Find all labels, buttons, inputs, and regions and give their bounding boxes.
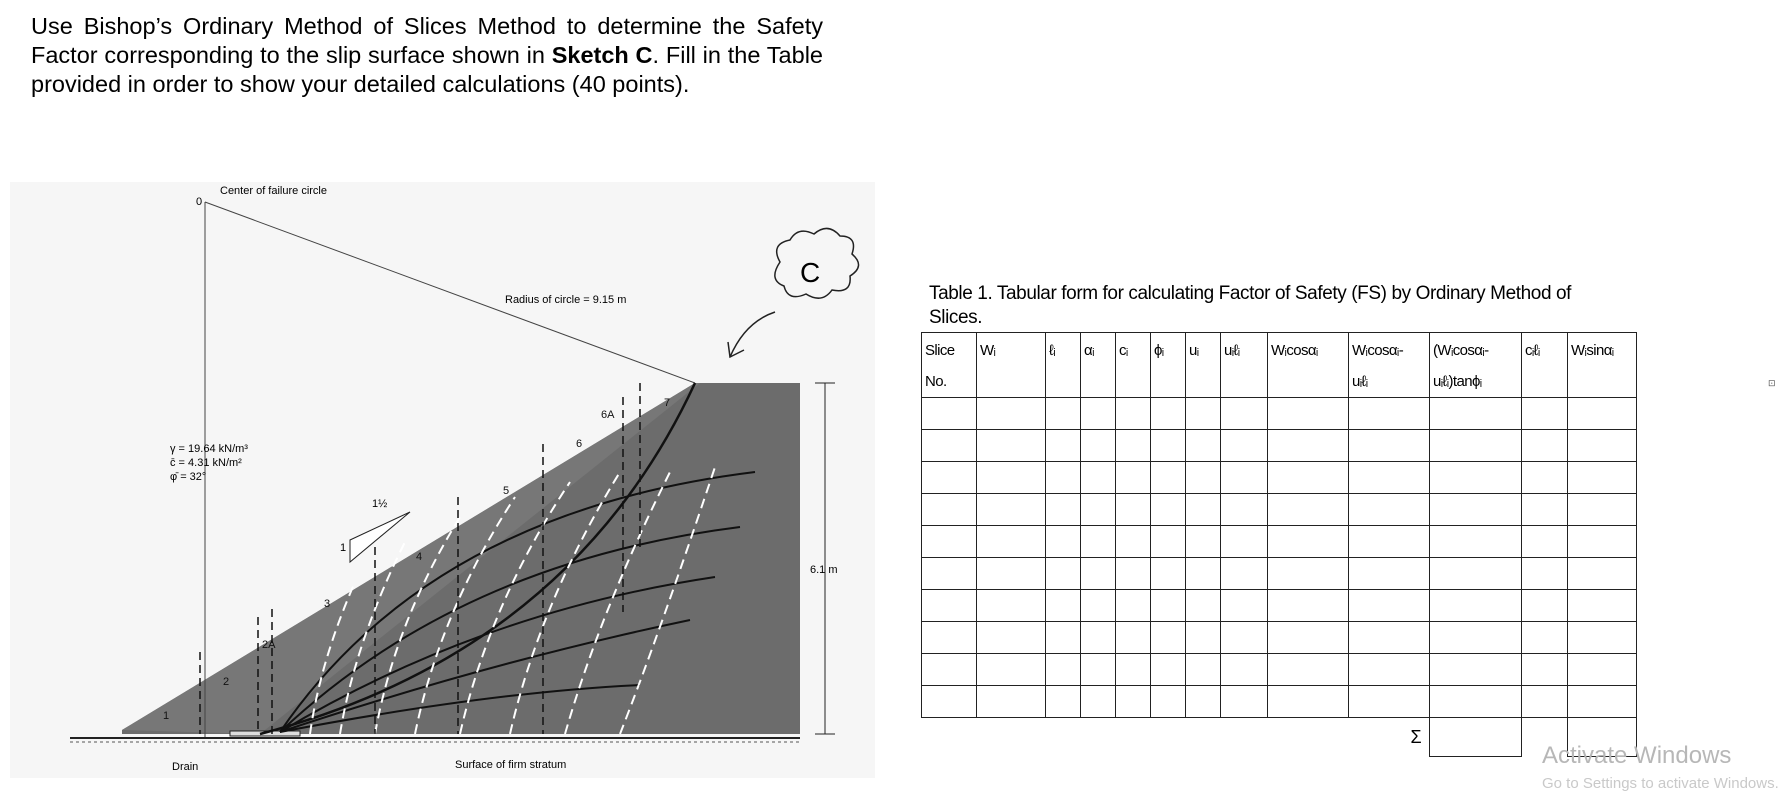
table-cell[interactable] (1151, 622, 1186, 654)
table-cell[interactable] (1186, 430, 1221, 462)
table-cell[interactable] (1221, 462, 1268, 494)
table-cell[interactable] (1046, 462, 1081, 494)
slope-vertical: 1 (340, 542, 347, 554)
sum-cell[interactable] (1430, 718, 1522, 757)
table-cell[interactable] (1268, 462, 1349, 494)
table-cell[interactable] (1522, 526, 1568, 558)
header-line-1: Wᵢcosαᵢ (1271, 342, 1318, 359)
table-cell[interactable] (1268, 430, 1349, 462)
table-cell[interactable] (1349, 494, 1430, 526)
table-cell[interactable] (1522, 398, 1568, 430)
table-cell[interactable] (1568, 494, 1637, 526)
table-cell[interactable] (1430, 526, 1522, 558)
slice-label: 1 (163, 710, 170, 722)
table-cell[interactable] (1186, 526, 1221, 558)
table-cell[interactable] (1349, 558, 1430, 590)
table-header-cell (1349, 333, 1430, 398)
table-cell[interactable] (1186, 590, 1221, 622)
table-cell[interactable] (1568, 590, 1637, 622)
table-cell[interactable] (1151, 590, 1186, 622)
header-line-1: uᵢℓᵢ (1224, 342, 1240, 359)
table-cell[interactable] (1430, 398, 1522, 430)
table-cell[interactable] (1221, 686, 1268, 718)
table-cell[interactable] (1568, 558, 1637, 590)
table-cell[interactable] (1081, 526, 1116, 558)
header-line-1: (Wᵢcosαᵢ- (1433, 342, 1489, 359)
table-row (922, 526, 1637, 558)
header-line-1: Wᵢcosαᵢ- (1352, 342, 1404, 359)
c-label: c̄ = 4.31 kN/m² (170, 457, 242, 469)
problem-sketch-ref: Sketch C (551, 42, 653, 68)
header-line-1: Wᵢsinαᵢ (1571, 342, 1614, 359)
table-cell[interactable] (922, 654, 977, 686)
slice-label: 4 (416, 551, 423, 563)
table-cell[interactable] (977, 494, 1046, 526)
header-line-2: uᵢℓᵢ (1352, 373, 1368, 390)
table-cell[interactable] (1081, 654, 1116, 686)
table-cell[interactable] (1151, 494, 1186, 526)
table-header-cell (1221, 333, 1268, 398)
table-header-cell (1046, 333, 1081, 398)
table-cell[interactable] (1046, 590, 1081, 622)
table-cell[interactable] (1046, 654, 1081, 686)
problem-statement (31, 12, 823, 99)
table-cell[interactable] (1568, 622, 1637, 654)
table-cell[interactable] (977, 398, 1046, 430)
table-cell[interactable] (1268, 654, 1349, 686)
table-cell[interactable] (1522, 654, 1568, 686)
table-cell[interactable] (1151, 398, 1186, 430)
table-cell[interactable] (1268, 558, 1349, 590)
slice-label: 2 (223, 676, 230, 688)
gamma-label: γ = 19.64 kN/m³ (170, 443, 248, 455)
table-cell[interactable] (1221, 590, 1268, 622)
table-cell[interactable] (1046, 558, 1081, 590)
slope-horizontal: 1½ (372, 498, 388, 510)
table-cell[interactable] (1349, 686, 1430, 718)
table-header-cell (977, 333, 1046, 398)
stratum-label: Surface of firm stratum (455, 759, 567, 771)
table-cell[interactable] (1268, 526, 1349, 558)
table-cell[interactable] (977, 622, 1046, 654)
table-cell[interactable] (1268, 622, 1349, 654)
table-row (922, 590, 1637, 622)
table-cell[interactable] (1046, 622, 1081, 654)
table-cell[interactable] (1151, 654, 1186, 686)
header-line-1: Slice (925, 342, 955, 359)
table-cell[interactable] (922, 494, 977, 526)
slice-label: 2A (262, 639, 276, 651)
table-cell[interactable] (1522, 494, 1568, 526)
table-cell[interactable] (1186, 398, 1221, 430)
table-cell[interactable] (1221, 558, 1268, 590)
table-cell[interactable] (1116, 398, 1151, 430)
table-cell[interactable] (977, 558, 1046, 590)
table-cell[interactable] (1116, 590, 1151, 622)
table-cell[interactable] (977, 462, 1046, 494)
slice-label: 5 (503, 485, 510, 497)
header-line-1: ϕᵢ (1154, 342, 1164, 359)
table-cell[interactable] (1081, 590, 1116, 622)
table-cell[interactable] (1116, 430, 1151, 462)
table-row (922, 430, 1637, 462)
header-line-1: cᵢ (1119, 342, 1128, 359)
center-label: Center of failure circle (220, 185, 327, 197)
table-cell[interactable] (1349, 622, 1430, 654)
table-cell[interactable] (1221, 430, 1268, 462)
table-cell[interactable] (922, 590, 977, 622)
table-cell[interactable] (1081, 494, 1116, 526)
table-cell[interactable] (1568, 430, 1637, 462)
table-cell[interactable] (1430, 622, 1522, 654)
slice-label: 7 (664, 397, 671, 409)
sketch-c-figure (10, 182, 875, 778)
drain-label: Drain (172, 761, 199, 773)
table-cell[interactable] (922, 430, 977, 462)
table-cell[interactable] (977, 526, 1046, 558)
table-cell[interactable] (1221, 654, 1268, 686)
table-header-cell (1568, 333, 1637, 398)
sum-spacer (922, 718, 1349, 757)
table-cell[interactable] (1116, 622, 1151, 654)
table-cell[interactable] (1186, 622, 1221, 654)
table-row (922, 686, 1637, 718)
table-cell[interactable] (1221, 398, 1268, 430)
header-line-1: uᵢ (1189, 342, 1199, 359)
table-row (922, 462, 1637, 494)
table-cell[interactable] (1046, 526, 1081, 558)
table-row (922, 398, 1637, 430)
table-cell[interactable] (1081, 398, 1116, 430)
anchor-icon: ⊡ (1768, 378, 1776, 388)
table-cell[interactable] (1081, 430, 1116, 462)
table-cell[interactable] (1151, 430, 1186, 462)
table-cell[interactable] (977, 430, 1046, 462)
table-cell[interactable] (922, 558, 977, 590)
table-cell[interactable] (1151, 558, 1186, 590)
table-cell[interactable] (1046, 398, 1081, 430)
table-cell[interactable] (977, 590, 1046, 622)
header-line-1: Wᵢ (980, 342, 996, 359)
table-cell[interactable] (1186, 462, 1221, 494)
table-cell[interactable] (1430, 590, 1522, 622)
table-header-cell (1430, 333, 1522, 398)
table-cell[interactable] (977, 654, 1046, 686)
header-line-2: uᵢℓᵢ)tanϕᵢ (1433, 373, 1482, 390)
table-cell[interactable] (1186, 558, 1221, 590)
table-row (922, 622, 1637, 654)
table-cell[interactable] (1268, 398, 1349, 430)
sum-row (922, 718, 1637, 757)
table-row (922, 494, 1637, 526)
table-cell[interactable] (1568, 398, 1637, 430)
table-cell[interactable] (1151, 462, 1186, 494)
table-cell[interactable] (1268, 494, 1349, 526)
table-header-cell (1081, 333, 1116, 398)
table-header-cell (1186, 333, 1221, 398)
activate-windows-watermark: Activate Windows (1542, 742, 1732, 769)
radius-label: Radius of circle = 9.15 m (505, 294, 627, 306)
table-cell[interactable] (1046, 494, 1081, 526)
table-cell[interactable] (1568, 686, 1637, 718)
table-cell[interactable] (1186, 654, 1221, 686)
table-cell[interactable] (1349, 430, 1430, 462)
table-cell[interactable] (1349, 654, 1430, 686)
table-cell[interactable] (1349, 462, 1430, 494)
phi-label: φ̄ = 32° (170, 471, 207, 483)
table-cell[interactable] (1268, 590, 1349, 622)
table-cell[interactable] (1349, 398, 1430, 430)
table-cell[interactable] (1522, 558, 1568, 590)
table-cell[interactable] (977, 686, 1046, 718)
table-cell[interactable] (1430, 430, 1522, 462)
table-cell[interactable] (1116, 654, 1151, 686)
table-cell[interactable] (1568, 526, 1637, 558)
table-cell[interactable] (1151, 526, 1186, 558)
table-cell[interactable] (922, 526, 977, 558)
problem-text-1: Use Bishop’s Ordinary Method of Slices Method to determine the Safety Factor corresponding to the slip surface shown in (31, 13, 823, 68)
table-header-cell (1522, 333, 1568, 398)
table-cell[interactable] (922, 398, 977, 430)
table-cell[interactable] (1522, 622, 1568, 654)
header-line-1: ℓᵢ (1049, 342, 1056, 359)
table-cell[interactable] (1430, 462, 1522, 494)
table-header-cell (1116, 333, 1151, 398)
table-cell[interactable] (1116, 558, 1151, 590)
table-cell[interactable] (922, 462, 977, 494)
header-line-1: cᵢℓᵢ (1525, 342, 1540, 359)
table-header-cell (922, 333, 977, 398)
header-line-2: No. (925, 373, 947, 390)
table-cell[interactable] (1522, 462, 1568, 494)
table-cell[interactable] (1221, 622, 1268, 654)
slice-label: 6A (601, 409, 615, 421)
table-cell[interactable] (1081, 462, 1116, 494)
table-header-cell (1151, 333, 1186, 398)
table-cell[interactable] (922, 622, 977, 654)
point-o-label: 0 (196, 196, 203, 208)
table-cell[interactable] (1116, 686, 1151, 718)
table-cell[interactable] (1522, 430, 1568, 462)
problem-text-2: . Fill in the Table provided in order to show your detailed calculations (40 points). (31, 42, 823, 97)
slice-label: 6 (576, 438, 583, 450)
table-cell[interactable] (1081, 686, 1116, 718)
table-cell[interactable] (1568, 654, 1637, 686)
activate-windows-hint: Go to Settings to activate Windows. (1542, 775, 1779, 792)
table-row (922, 558, 1637, 590)
table-cell[interactable] (1268, 686, 1349, 718)
table-cell[interactable] (1522, 590, 1568, 622)
table-cell[interactable] (1046, 686, 1081, 718)
table-cell[interactable] (1430, 558, 1522, 590)
table-cell[interactable] (1116, 526, 1151, 558)
handwritten-c: C (800, 257, 821, 288)
table-cell[interactable] (1221, 526, 1268, 558)
table-cell[interactable] (1221, 494, 1268, 526)
table-cell[interactable] (1081, 622, 1116, 654)
table-cell[interactable] (1151, 686, 1186, 718)
table-cell[interactable] (1349, 590, 1430, 622)
table-cell[interactable] (1430, 686, 1522, 718)
table-cell[interactable] (1430, 654, 1522, 686)
table-cell[interactable] (1046, 430, 1081, 462)
table-row (922, 654, 1637, 686)
table-cell[interactable] (1186, 686, 1221, 718)
header-line-1: αᵢ (1084, 342, 1094, 359)
table-cell[interactable] (1430, 494, 1522, 526)
table-cell[interactable] (1186, 494, 1221, 526)
table-cell[interactable] (1568, 462, 1637, 494)
table-cell[interactable] (922, 686, 977, 718)
table-cell[interactable] (1116, 462, 1151, 494)
table-caption: Table 1. Tabular form for calculating Factor of Safety (FS) by Ordinary Method of Slices. (929, 283, 1572, 328)
table-header-cell (1268, 333, 1349, 398)
fs-table (921, 332, 1637, 757)
table-cell[interactable] (1522, 686, 1568, 718)
table-cell[interactable] (1349, 526, 1430, 558)
table-cell[interactable] (1081, 558, 1116, 590)
slice-label: 3 (324, 598, 331, 610)
height-label: 6.1 m (810, 564, 838, 576)
sigma-label: Σ (1410, 726, 1421, 747)
table-cell[interactable] (1116, 494, 1151, 526)
